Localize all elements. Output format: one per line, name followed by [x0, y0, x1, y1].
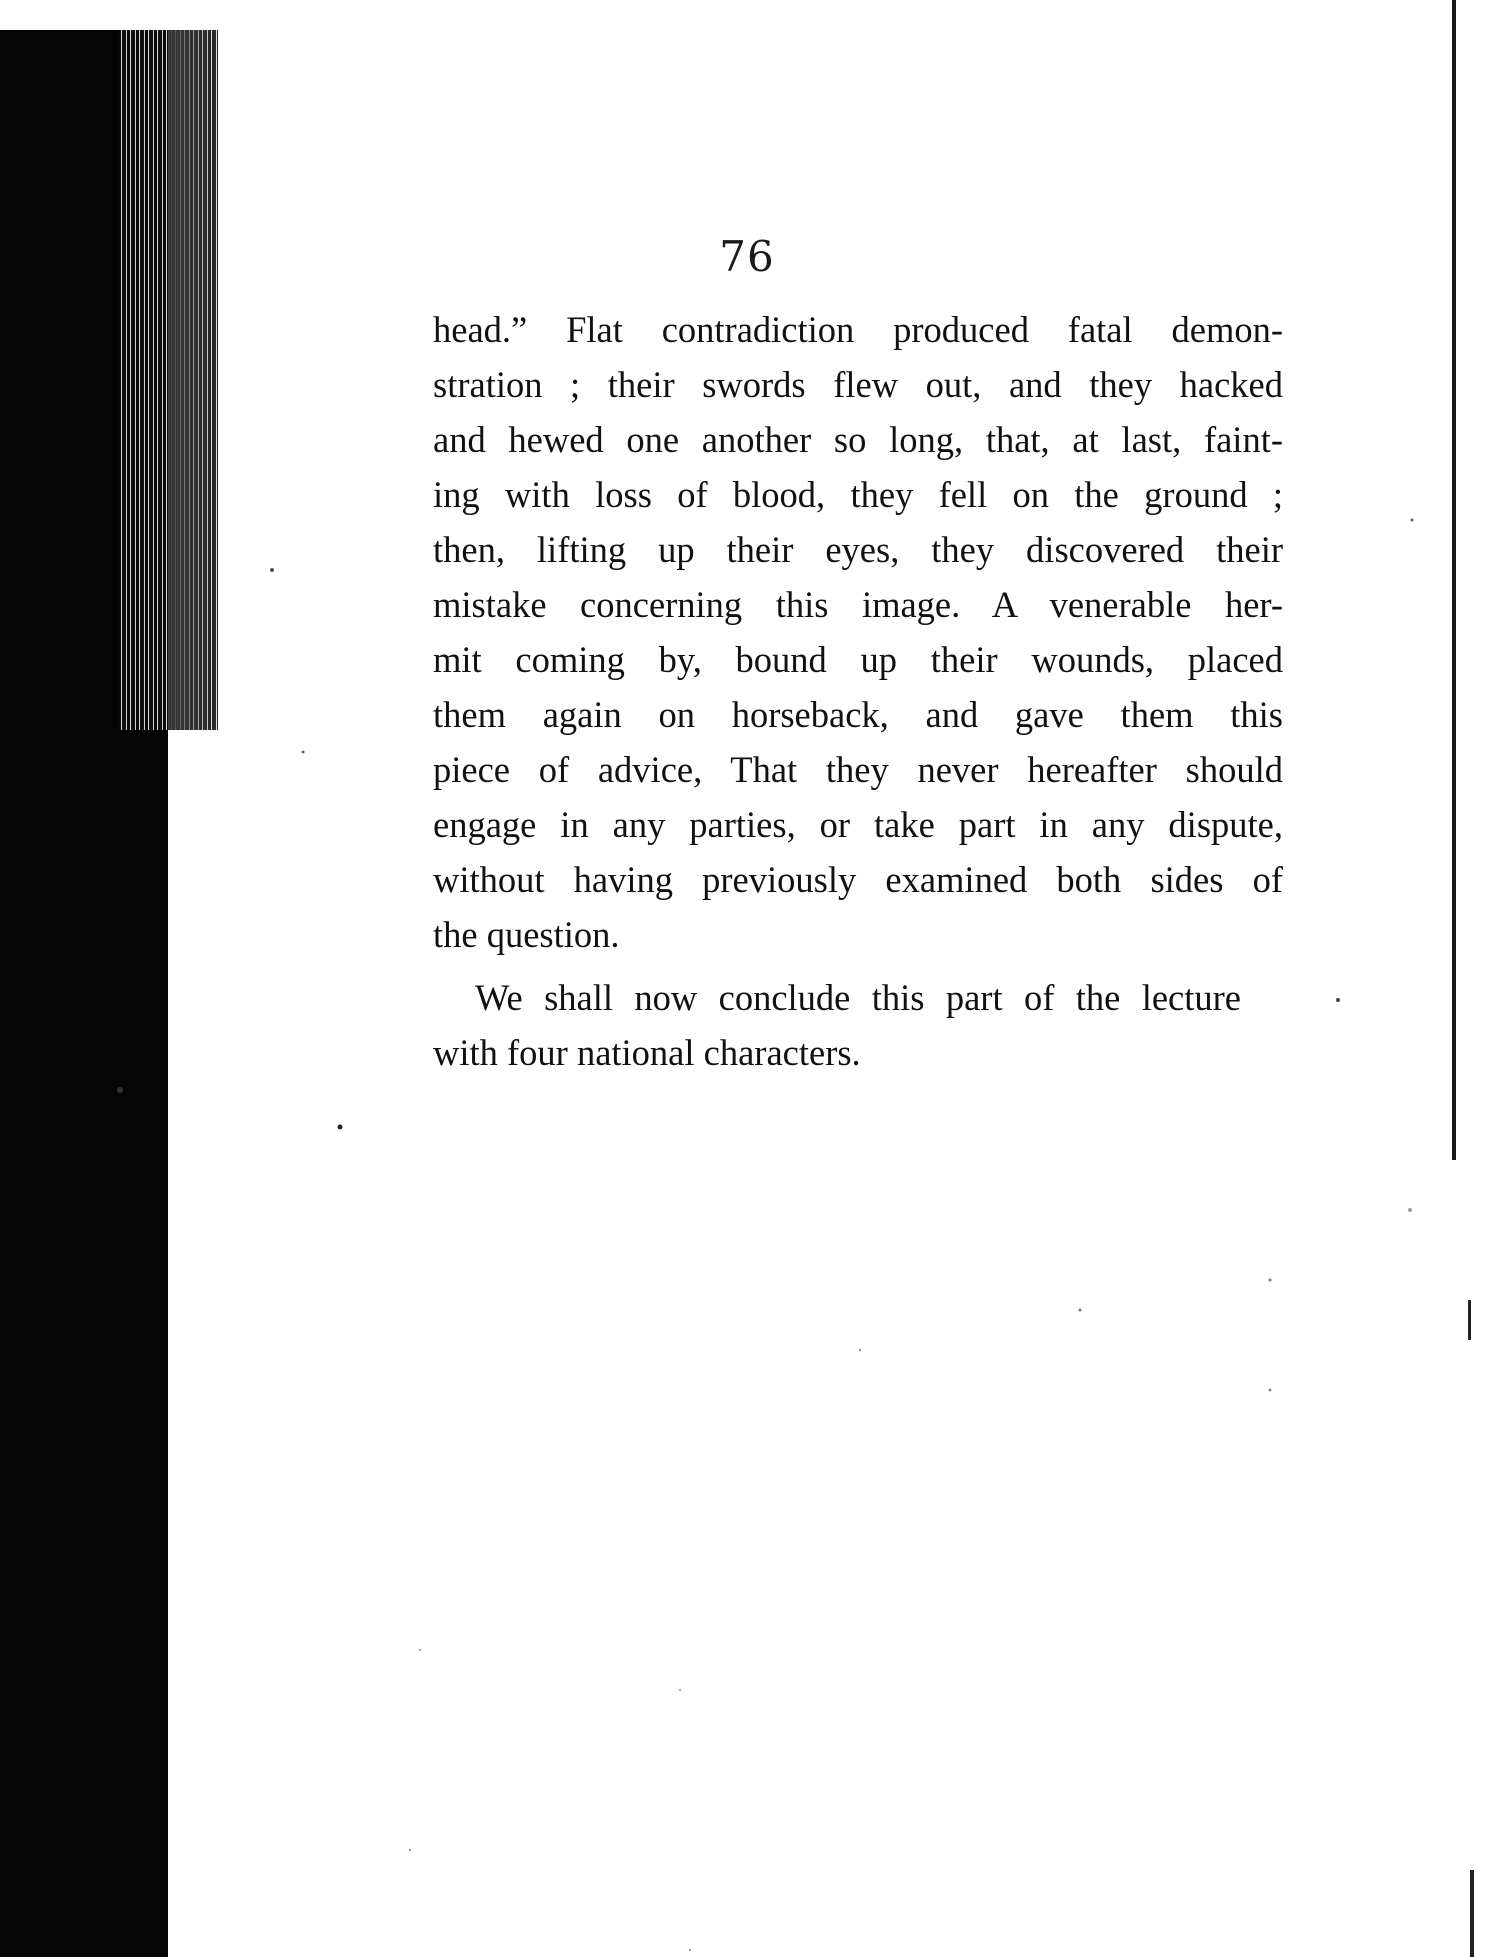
text-line: We shall now conclude this part of the lecture: [475, 977, 1241, 1018]
text-line: head.” Flat contradiction produced fatal demon-: [433, 309, 1283, 350]
text-line: piece of advice, That they never hereafter should: [433, 749, 1283, 790]
text-line: them again on horseback, and gave them this: [433, 694, 1283, 735]
text-line: without having previously examined both sides of: [433, 859, 1283, 900]
body-text: [433, 302, 1283, 1080]
text-line: and hewed one another so long, that, at last, faint-: [433, 419, 1283, 460]
paragraph: [433, 970, 1283, 1080]
text-line: with four national characters.: [433, 1032, 861, 1073]
text-line: ing with loss of blood, they fell on the ground ;: [433, 474, 1283, 515]
text-line: the question.: [433, 914, 620, 955]
paragraph-gap: [433, 962, 1283, 970]
text-line: engage in any parties, or take part in any dispute,: [433, 804, 1283, 845]
text-line: stration ; their swords flew out, and they hacked: [433, 364, 1283, 405]
text-line: mistake concerning this image. A venerable her-: [433, 584, 1283, 625]
paragraph: [433, 302, 1283, 962]
text-line: then, lifting up their eyes, they discovered their: [433, 529, 1283, 570]
page-number: 76: [719, 232, 775, 281]
text-line: mit coming by, bound up their wounds, placed: [433, 639, 1283, 680]
